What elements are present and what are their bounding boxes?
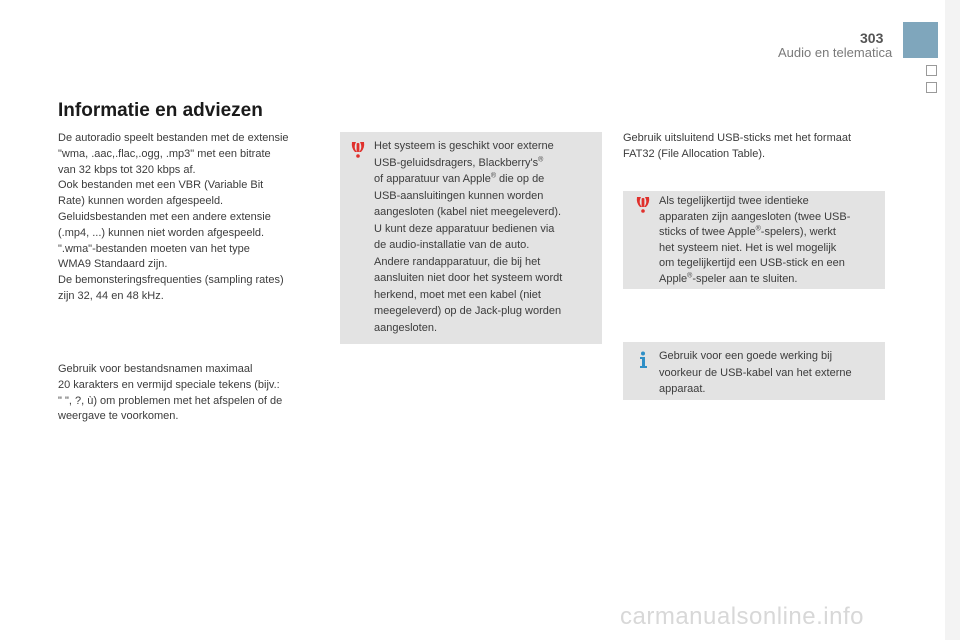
page-edge-strip — [945, 0, 960, 640]
section-label: Audio en telematica — [778, 45, 893, 60]
registered-mark: ® — [490, 172, 496, 180]
filename-paragraph: Gebruik voor bestandsnamen maximaal 20 karakters en vermijd speciale tekens (bijv.: " ", ?, ù) om problemen met het afspelen of de weergave te voorkomen. — [58, 363, 283, 423]
warning-text-part: -speler aan te sluiten. — [692, 272, 798, 285]
warning-text-part: Het systeem is geschikt voor externe USB-geluidsdragers, Blackberry's — [374, 140, 554, 169]
warning-text-part: of apparatuur van Apple — [374, 173, 491, 185]
watermark: carmanualsonline.info — [620, 603, 864, 630]
registered-mark: ® — [687, 272, 693, 280]
warning-text-usb-devices — [374, 138, 599, 336]
warning-text-part: Als tegelijkertijd twee identieke apparaten zijn aangesloten (twee USB- sticks of twee Apple — [659, 195, 851, 239]
warning-text-part: die op de USB-aansluitingen kunnen worden aangesloten (kabel niet meegeleverd). U kunt deze apparatuur bedienen via de audio-installatie van de auto. Andere randapparatuur, die bij het aansluiten niet door het systeem wordt herkend, moet met een kabel (niet meegeleverd) op de Jack-plug worden aangesloten. — [374, 173, 563, 334]
warning-text-part: -spelers), werkt het systeem niet. Het is wel mogelijk om tegelijkertijd een USB-stick en een Apple — [659, 226, 845, 285]
nav-square-bottom — [926, 82, 937, 93]
info-text-usb-cable: Gebruik voor een goede werking bij voorkeur de USB-kabel van het externe apparaat. — [659, 350, 852, 395]
warning-icon — [348, 140, 368, 160]
info-box-usb-cable — [623, 342, 885, 400]
page-number: 303 — [860, 30, 884, 46]
warning-text-identical-devices — [659, 194, 881, 288]
warning-box-usb-devices — [340, 132, 602, 344]
registered-mark: ® — [538, 155, 544, 163]
warning-box-identical-devices — [623, 191, 885, 289]
fat32-paragraph: Gebruik uitsluitend USB-sticks met het formaat FAT32 (File Allocation Table). — [623, 132, 852, 160]
nav-square-top — [926, 65, 937, 76]
info-icon — [633, 350, 653, 370]
warning-icon — [633, 195, 653, 215]
section-tab-marker — [903, 22, 938, 58]
file-format-paragraph: De autoradio speelt bestanden met de extensie "wma, .aac,.flac,.ogg, .mp3" met een bitrate van 32 kbps tot 320 kbps af. Ook bestanden met een VBR (Variable Bit Rate) kunnen worden afgespeeld. Geluidsbestanden met een andere extensie (.mp4, ...) kunnen niet worden afgespeeld. ".wma"-bestanden moeten van het type WMA9 Standaard zijn. De bemonsteringsfrequenties (sampling rates) zijn 32, 44 en 48 kHz. — [58, 132, 289, 302]
page-title: Informatie en adviezen — [58, 100, 263, 121]
registered-mark: ® — [755, 225, 761, 233]
